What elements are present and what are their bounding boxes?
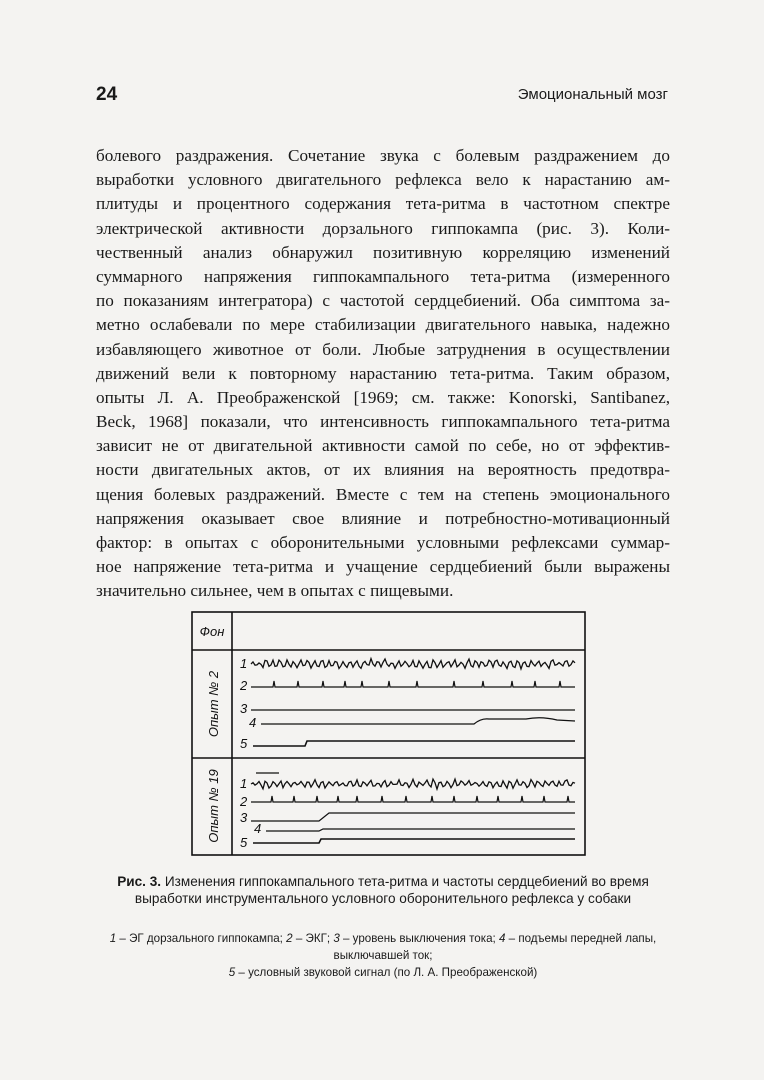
running-title: Эмоциональный мозг [517, 86, 668, 103]
trace-paw-lift-trial-2 [261, 718, 575, 724]
text-line: ное напряжение тета-ритма и учащение сердцебиений были выражены [96, 557, 670, 577]
trace-number: 2 [240, 794, 248, 809]
text-line: ности двигательных актов, от их влияния на вероятность предотвра- [96, 460, 670, 480]
text-line: щения болевых раздражений. Вместе с тем на степень эмоционального [96, 484, 670, 504]
body-text [96, 144, 670, 604]
text-line: фактор: в опытах с оборонительными условными рефлексами суммар- [96, 533, 670, 552]
trace-number: 3 [240, 701, 248, 716]
trace-ecg-trial-2 [251, 681, 575, 687]
text-line: Beck, 1968] показали, что интенсивность гиппокампального тета-ритма [96, 412, 670, 432]
legend-num: 5 [228, 966, 236, 979]
text-line-last: значительно сильнее, чем в опытах с пищевыми. [96, 581, 454, 601]
trace-number: 4 [254, 821, 262, 836]
trace-eeg-trial-19 [251, 779, 575, 789]
legend-num: 1 [109, 932, 117, 945]
figure-caption-text: Изменения гиппокампального тета-ритма и частоты сердцебиений во время выработки инструментального условного оборонительного рефлекса у собаки [134, 874, 649, 906]
panel-label-trial-19: Опыт № 19 [206, 769, 221, 843]
panel-label-trial-2: Опыт № 2 [206, 670, 221, 738]
trace-ecg-trial-19 [251, 796, 575, 802]
panel-label-background: Фон [199, 624, 225, 639]
trace-paw-lift-trial-19 [266, 829, 575, 831]
trace-number: 1 [240, 776, 248, 791]
text-line: движений вели к повторному нарастанию тета-ритма. Таким образом, [96, 363, 670, 383]
text-line: зависит не от двигательной активности самой по себе, но от эффектив- [96, 436, 670, 456]
trace-number: 5 [240, 835, 248, 850]
trace-number: 1 [240, 656, 248, 671]
trace-eeg-trial-2 [251, 659, 575, 669]
trace-sound-signal-trial-2 [253, 741, 575, 746]
text-line: опыты Л. А. Преображенской [1969; см. также: Konorski, Santibanez, [96, 387, 670, 407]
text-line: плитуды и процентного содержания тета-ритма в частотном спектре [96, 194, 670, 214]
text-line: избавляющего животное от боли. Любые затруднения в осуществлении [96, 339, 670, 359]
figure-canvas [191, 610, 587, 860]
text-line: болевого раздражения. Сочетание звука с болевым раздражением до [96, 146, 670, 165]
trace-sound-signal-trial-19 [253, 839, 575, 843]
figure-frame [192, 612, 585, 855]
text-line: электрической активности дорзального гиппокампа (рис. 3). Коли- [96, 218, 670, 238]
text-line: суммарного напряжения гиппокампального тета-ритма (измеренного [96, 266, 670, 286]
trace-number: 5 [240, 736, 248, 751]
trace-number: 4 [249, 715, 257, 730]
figure-number: Рис. 3. [117, 874, 162, 889]
legend-num: 2 [286, 932, 293, 945]
figure-caption [96, 873, 670, 907]
text-line: выработки условного двигательного рефлекса вело к нарастанию ам- [96, 170, 670, 190]
legend-text: условный звуковой сигнал (по Л. А. Преображенской) [248, 966, 538, 979]
legend-text: подъемы передней лапы, выключавшей ток; [333, 932, 657, 962]
text-line: метно ослабевали по мере стабилизации двигательного навыка, надежно [96, 315, 670, 335]
text-line: по показаниям интегратора) с частотой сердцебиений. Оба симптома за- [96, 291, 670, 311]
text-line: напряжения оказывает свое влияние и потребностно-мотивационный [96, 508, 670, 528]
trace-number: 2 [240, 678, 248, 693]
legend-text: ЭКГ; [305, 932, 331, 945]
page-number: 24 [96, 84, 118, 105]
legend-num: 4 [498, 932, 506, 945]
trace-number: 3 [240, 810, 248, 825]
figure-legend: 1 – ЭГ дорзального гиппокампа; 2 – ЭКГ; 3 – уровень выключения тока; 4 – подъемы передней лапы, выключавшей ток; 5 – условный звуковой сигнал (по Л. А. Преображенской) [109, 932, 657, 979]
legend-num: 3 [333, 932, 340, 945]
figure-eeg-traces [191, 610, 587, 860]
text-line: чественный анализ обнаружил позитивную корреляцию изменений [96, 242, 670, 262]
legend-text: уровень выключения тока; [352, 932, 496, 945]
legend-text: ЭГ дорзального гиппокампа; [129, 932, 283, 945]
trace-current-level-trial-19 [251, 813, 575, 821]
